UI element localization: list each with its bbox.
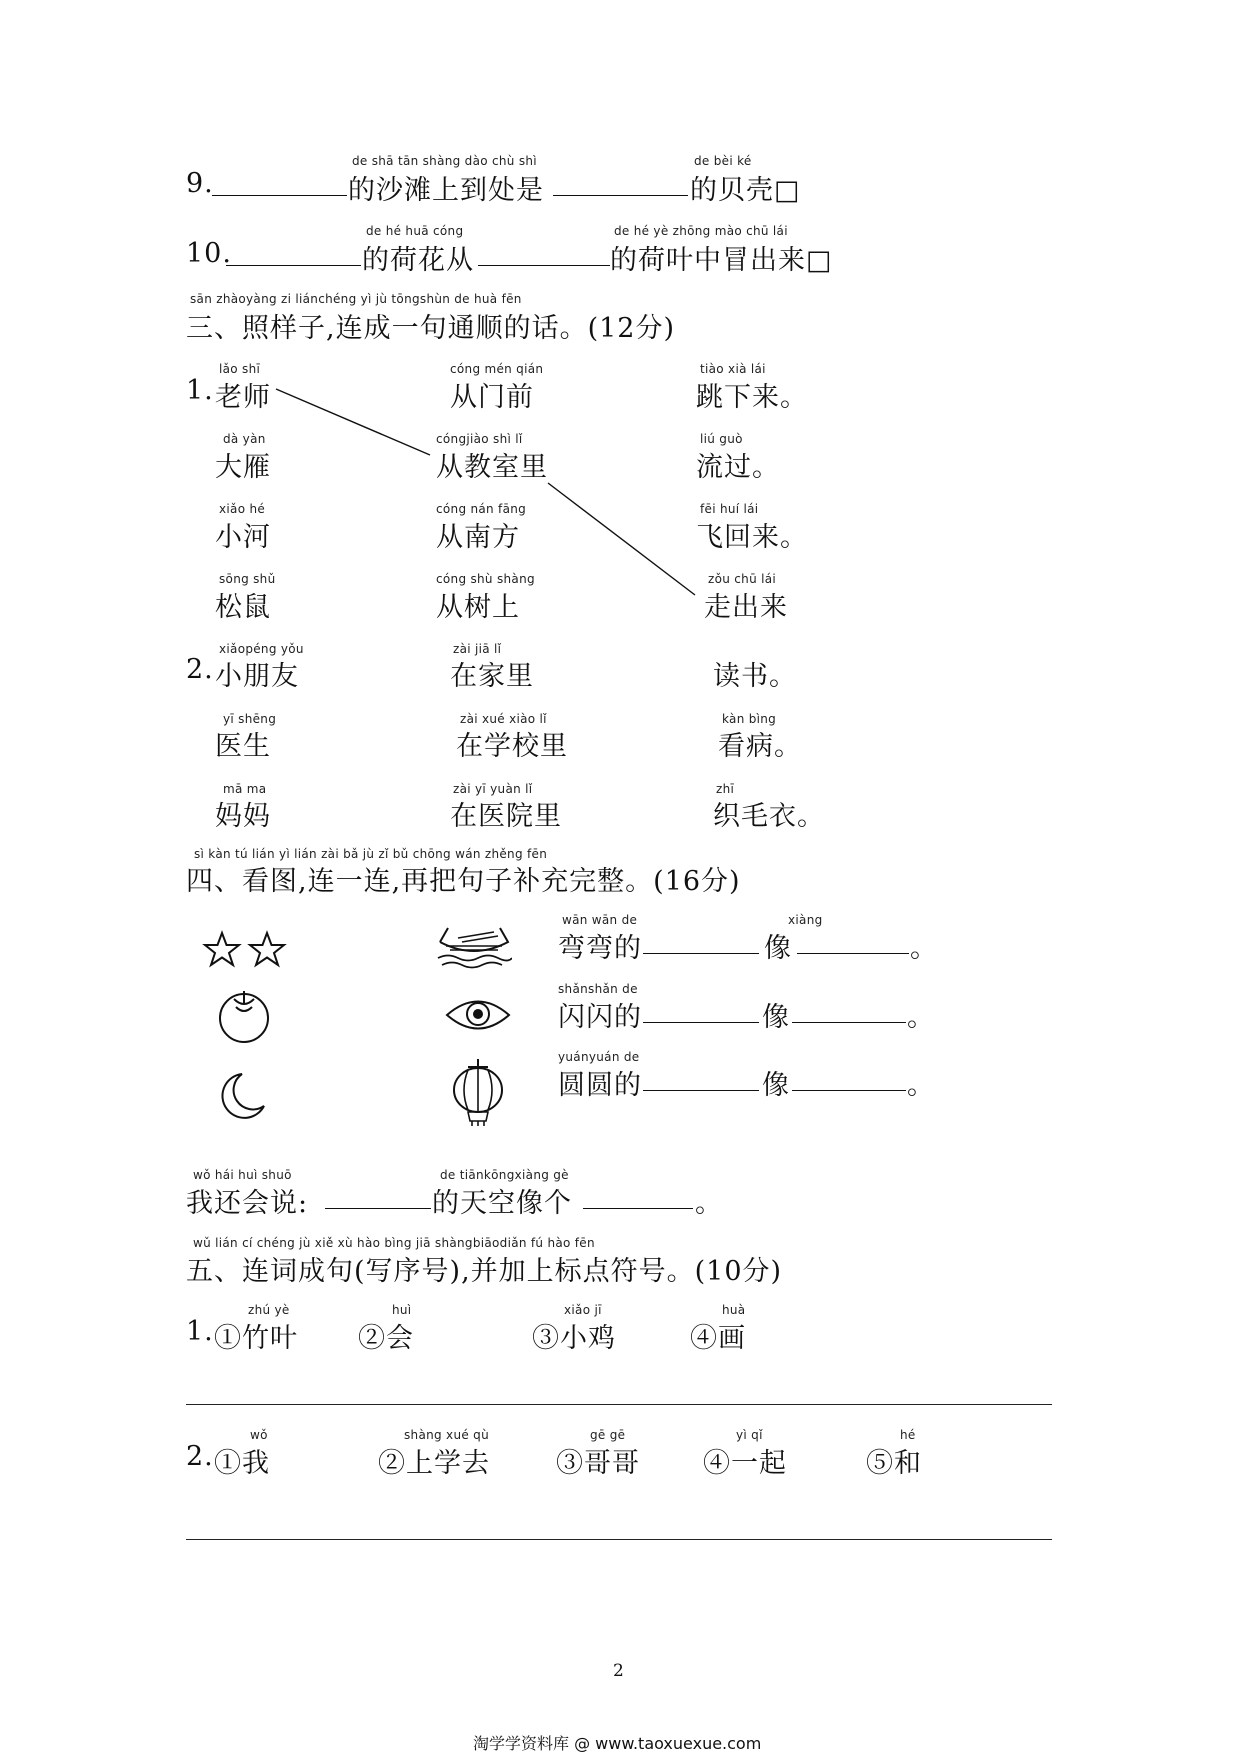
section5-title: 五、连词成句(写序号),并加上标点符号。(10分): [186, 1256, 783, 1287]
match1-right-pinyin: fēi huí lái: [700, 502, 759, 516]
picture-row-pinyin: yuányuán de: [558, 1050, 640, 1064]
match1-left-item[interactable]: 大雁: [215, 452, 271, 483]
match2-right-pinyin: zhī: [716, 782, 735, 796]
q10-text-1: 的荷花从: [362, 245, 474, 276]
match1-right-pinyin: zǒu chū lái: [708, 572, 777, 586]
match1-mid-item[interactable]: 从门前: [450, 382, 534, 413]
q9-number: 9.: [186, 168, 214, 199]
picture-row-like: 像: [764, 933, 792, 964]
match1-mid-item[interactable]: 从教室里: [436, 452, 548, 483]
q10-text-2: 的荷叶中冒出来□: [610, 245, 833, 276]
match2-left-item[interactable]: 小朋友: [215, 661, 299, 692]
order1-word[interactable]: ③小鸡: [532, 1323, 616, 1354]
also-pinyin-1: wǒ hái huì shuō: [193, 1168, 292, 1182]
order1-word-pinyin: zhú yè: [248, 1303, 290, 1317]
match2-mid-item[interactable]: 在学校里: [456, 731, 568, 762]
section3-title: 三、照样子,连成一句通顺的话。(12分): [186, 313, 676, 344]
q9-pinyin-2: de bèi ké: [694, 154, 752, 168]
picture-row-blank[interactable]: [643, 929, 759, 954]
picture-row-like: 像: [762, 1002, 790, 1033]
match1-left-item[interactable]: 松鼠: [215, 592, 271, 623]
order2-word[interactable]: ③哥哥: [556, 1448, 640, 1479]
order1-word-pinyin: xiǎo jī: [564, 1303, 602, 1317]
match1-right-item[interactable]: 飞回来。: [696, 522, 808, 553]
picture-row-blank[interactable]: [792, 1066, 906, 1091]
match2-left-pinyin: xiǎopéng yǒu: [219, 642, 304, 656]
order2-word-pinyin: shàng xué qù: [404, 1428, 489, 1442]
order1-word[interactable]: ①竹叶: [214, 1323, 298, 1354]
picture-row-end: 。: [907, 1002, 935, 1033]
order2-number: 2.: [186, 1441, 214, 1472]
match2-mid-pinyin: zài xué xiào lǐ: [460, 712, 547, 726]
q9-pinyin-1: de shā tān shàng dào chù shì: [352, 154, 537, 168]
picture-row-lead: 圆圆的: [558, 1070, 642, 1101]
match1-mid-pinyin: cóng shù shàng: [436, 572, 535, 586]
q10-pinyin-2: de hé yè zhōng mào chū lái: [614, 224, 788, 238]
page-number: 2: [613, 1661, 624, 1681]
also-text-2: 的天空像个: [432, 1188, 572, 1219]
star-icon[interactable]: [200, 925, 290, 975]
match2-right-pinyin: kàn bìng: [722, 712, 777, 726]
order2-word[interactable]: ⑤和: [866, 1448, 922, 1479]
picture-row-like: 像: [762, 1070, 790, 1101]
order2-word-pinyin: gē gē: [590, 1428, 626, 1442]
order2-answer-line[interactable]: [186, 1539, 1052, 1540]
match2-number: 2.: [186, 654, 214, 685]
q9-text-1: 的沙滩上到处是: [348, 175, 544, 206]
picture-row-blank[interactable]: [643, 998, 759, 1023]
match1-mid-item[interactable]: 从树上: [436, 592, 520, 623]
picture-row-blank[interactable]: [797, 929, 909, 954]
order2-word[interactable]: ④一起: [703, 1448, 787, 1479]
order2-word-pinyin: wǒ: [250, 1428, 268, 1442]
order2-word-pinyin: hé: [900, 1428, 916, 1442]
boat-icon[interactable]: [436, 920, 512, 970]
order2-word[interactable]: ①我: [214, 1448, 270, 1479]
match1-left-pinyin: lǎo shī: [219, 362, 261, 376]
picture-row-lead: 闪闪的: [558, 1002, 642, 1033]
picture-row-pinyin: wān wān de: [562, 913, 638, 927]
match1-mid-pinyin: cóngjiào shì lǐ: [436, 432, 523, 446]
order1-word[interactable]: ②会: [358, 1323, 414, 1354]
match1-left-pinyin: xiǎo hé: [219, 502, 266, 516]
match1-number: 1.: [186, 375, 214, 406]
moon-icon[interactable]: [216, 1068, 272, 1124]
site-footer[interactable]: 淘学学资料库 @ www.taoxuexue.com: [473, 1734, 762, 1753]
match2-right-item[interactable]: 看病。: [718, 731, 802, 762]
match2-left-item[interactable]: 医生: [215, 731, 271, 762]
match2-left-pinyin: mā ma: [223, 782, 267, 796]
picture-row-lead: 弯弯的: [558, 933, 642, 964]
match1-right-item[interactable]: 跳下来。: [696, 382, 808, 413]
picture-row-pinyin: shǎnshǎn de: [558, 982, 638, 996]
q9-text-2: 的贝壳□: [690, 175, 801, 206]
match2-mid-pinyin: zài jiā lǐ: [453, 642, 502, 656]
match2-mid-pinyin: zài yī yuàn lǐ: [453, 782, 533, 796]
lantern-icon[interactable]: [448, 1057, 508, 1127]
eye-icon[interactable]: [444, 990, 512, 1040]
picture-row-end: 。: [910, 933, 938, 964]
also-end: 。: [695, 1188, 723, 1219]
picture-row-blank[interactable]: [643, 1066, 759, 1091]
section4-pinyin: sì kàn tú lián yì lián zài bǎ jù zǐ bǔ chōng wán zhěng fēn: [194, 847, 548, 861]
order1-word[interactable]: ④画: [690, 1323, 746, 1354]
match2-right-item[interactable]: 织毛衣。: [713, 801, 825, 832]
match2-mid-item[interactable]: 在家里: [450, 661, 534, 692]
picture-row-blank[interactable]: [792, 998, 906, 1023]
section4-title: 四、看图,连一连,再把句子补充完整。(16分): [186, 866, 741, 897]
order1-word-pinyin: huà: [722, 1303, 746, 1317]
match1-right-item[interactable]: 流过。: [696, 452, 780, 483]
also-blank-2[interactable]: [583, 1184, 693, 1209]
match1-mid-pinyin: cóng mén qián: [450, 362, 544, 376]
match1-right-pinyin: liú guò: [700, 432, 743, 446]
match1-left-item[interactable]: 老师: [215, 382, 271, 413]
match1-left-pinyin: dà yàn: [223, 432, 266, 446]
order1-answer-line[interactable]: [186, 1404, 1052, 1405]
order2-word[interactable]: ②上学去: [378, 1448, 490, 1479]
tomato-icon[interactable]: [214, 985, 274, 1045]
match1-mid-pinyin: cóng nán fāng: [436, 502, 527, 516]
also-pinyin-2: de tiānkōngxiàng gè: [440, 1168, 569, 1182]
match2-right-item[interactable]: 读书。: [713, 661, 797, 692]
section5-pinyin: wǔ lián cí chéng jù xiě xù hào bìng jiā shàngbiāodiǎn fú hào fēn: [193, 1236, 595, 1250]
q10-number: 10.: [186, 238, 232, 269]
match1-left-item[interactable]: 小河: [215, 522, 271, 553]
order1-number: 1.: [186, 1316, 214, 1347]
match1-right-item[interactable]: 走出来: [704, 592, 788, 623]
also-blank-1[interactable]: [325, 1184, 431, 1209]
order1-word-pinyin: huì: [392, 1303, 412, 1317]
picture-row-pinyin: xiàng: [788, 913, 823, 927]
order2-word-pinyin: yì qǐ: [736, 1428, 763, 1442]
picture-row-end: 。: [907, 1070, 935, 1101]
match1-mid-item[interactable]: 从南方: [436, 522, 520, 553]
q10-pinyin-1: de hé huā cóng: [366, 224, 464, 238]
match1-right-pinyin: tiào xià lái: [700, 362, 766, 376]
match2-left-pinyin: yī shēng: [223, 712, 277, 726]
match1-left-pinyin: sōng shǔ: [219, 572, 276, 586]
also-text-1: 我还会说:: [186, 1188, 309, 1219]
match2-mid-item[interactable]: 在医院里: [450, 801, 562, 832]
match2-left-item[interactable]: 妈妈: [215, 801, 271, 832]
section3-pinyin: sān zhàoyàng zi liánchéng yì jù tōngshùn de huà fēn: [190, 292, 522, 306]
